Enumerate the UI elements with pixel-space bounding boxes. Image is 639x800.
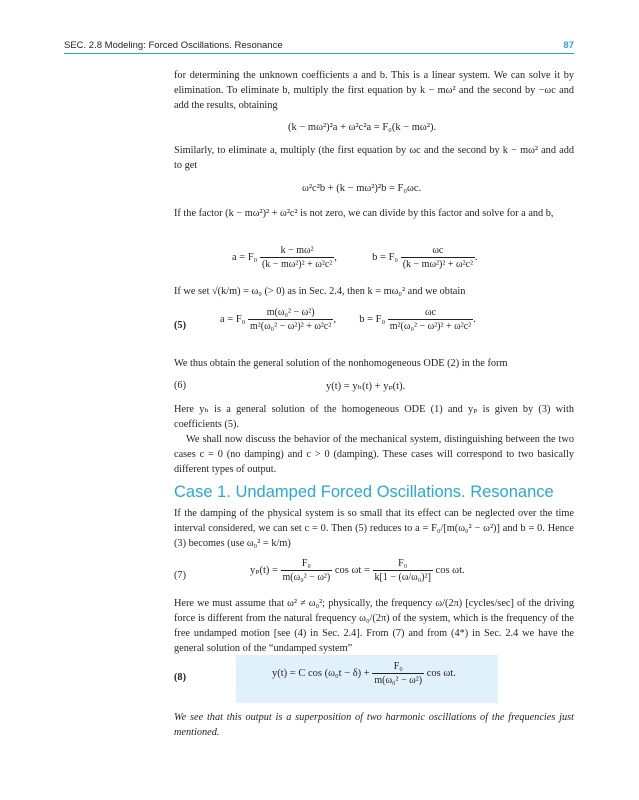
equation-7 — [250, 557, 465, 584]
eq-a-denominator: (k − mω²)² + ω²c² — [261, 259, 333, 270]
eq-b-tail: . — [475, 251, 478, 263]
section-heading: Case 1. Undamped Forced Oscillations. Resonance — [174, 483, 554, 501]
equation-number-5: (5) — [174, 320, 187, 331]
eq7-f1-denominator: m(ω₀² − ω²) — [282, 572, 331, 583]
eq5-a-fraction — [248, 306, 333, 333]
eq8-lhs: y(t) = C cos (ω₀t − δ) + — [272, 667, 370, 679]
eq7-lhs: yₚ(t) = — [250, 564, 278, 576]
eq5-a-lhs: a = F₀ — [220, 313, 246, 325]
eq5-b-numerator: ωc — [388, 306, 473, 320]
equation-6: y(t) = yₕ(t) + yₚ(t). — [326, 381, 406, 392]
header-rule — [64, 53, 574, 54]
eq-b-numerator: ωc — [401, 244, 475, 258]
equation-eliminate-a: ω²c²b + (k − mω²)²b = F₀ωc. — [302, 183, 422, 194]
eq5-b-lhs: b = F₀ — [359, 313, 386, 325]
paragraph-yh-yp: Here yₕ is a general solution of the homogeneous ODE (1) and yₚ is given by (3) with coefficients (5). — [174, 404, 574, 430]
equation-number-7: (7) — [174, 570, 187, 581]
eq-b-fraction — [401, 244, 475, 271]
eq7-f2-denominator: k[1 − (ω/ω₀)²] — [374, 572, 431, 583]
eq8-tail: cos ωt. — [426, 667, 456, 679]
eq8-fraction — [372, 660, 424, 687]
eq5-a-tail: , — [333, 313, 336, 325]
eq7-fraction-1 — [281, 557, 333, 584]
eq-b-lhs: b = F₀ — [372, 251, 399, 263]
equation-eliminate-b: (k − mω²)²a + ω²c²a = F₀(k − mω²). — [288, 122, 437, 133]
running-header — [64, 40, 574, 54]
equation-number-6: (6) — [174, 380, 187, 391]
eq8-denominator: m(ω₀² − ω²) — [374, 675, 423, 686]
equation-5 — [220, 306, 476, 333]
eq8-numerator: F₀ — [372, 660, 424, 674]
eq-a-fraction — [260, 244, 334, 271]
eq-b-denominator: (k − mω²)² + ω²c² — [402, 259, 474, 270]
eq7-fraction-2 — [373, 557, 433, 584]
paragraph-two-cases: We shall now discuss the behavior of the mechanical system, distinguishing between the two cases c = 0 (no damping) and c > 0 (damping). These cases will correspond to two basically different types of output. — [174, 434, 574, 475]
paragraph-omega0: If we set √(k/m) = ω₀ (> 0) as in Sec. 2.4, then k = mω₀² and we obtain — [174, 286, 466, 297]
page-number: 87 — [563, 40, 574, 51]
equation-number-8: (8) — [174, 672, 187, 683]
paragraph-superposition: We see that this output is a superposition of two harmonic oscillations of the frequencies just mentioned. — [174, 712, 574, 738]
eq-a-lhs: a = F₀ — [232, 251, 258, 263]
header-section-title: SEC. 2.8 Modeling: Forced Oscillations. Resonance — [64, 40, 283, 51]
eq-a-numerator: k − mω² — [260, 244, 334, 258]
equation-a-b — [232, 244, 478, 271]
paragraph-general-solution: We thus obtain the general solution of the nonhomogeneous ODE (2) in the form — [174, 358, 508, 369]
eq5-b-denominator: m²(ω₀² − ω²)² + ω²c² — [389, 321, 472, 332]
eq5-a-denominator: m²(ω₀² − ω²)² + ω²c² — [249, 321, 332, 332]
paragraph-natural-frequency: Here we must assume that ω² ≠ ω₀²; physically, the frequency ω/(2π) [cycles/sec] of the driving force is different from the natural frequency ω₀/(2π) of the system, which is the frequency of the free undamped motion [see (4) in Sec. 2.4]. From (7) and from (4*) in Sec. 2.4 we have the general solution of the “undamped system” — [174, 598, 574, 654]
paragraph-elimination: for determining the unknown coefficients a and b. This is a linear system. We can solve it by elimination. To eliminate b, multiply the first equation by k − mω² and the second by −ωc and add the results, obtaining — [174, 70, 574, 111]
paragraph-eliminate-a: Similarly, to eliminate a, multiply (the first equation by ωc and the second by k − mω² and add to get — [174, 145, 574, 171]
eq5-b-tail: . — [473, 313, 476, 325]
eq7-middle: cos ωt = — [334, 564, 370, 576]
eq5-a-numerator: m(ω₀² − ω²) — [248, 306, 333, 320]
eq5-b-fraction — [388, 306, 473, 333]
eq-a-tail: , — [334, 251, 337, 263]
paragraph-undamped: If the damping of the physical system is so small that its effect can be neglected over the time interval considered, we can set c = 0. Then (5) reduces to a = F₀/[m(ω₀² − ω²)] and b = 0. Hence (3) becomes (use ω₀² = k/m) — [174, 508, 574, 549]
eq7-f1-numerator: F₀ — [281, 557, 333, 571]
paragraph-solve: If the factor (k − mω²)² + ω²c² is not zero, we can divide by this factor and solve for a and b, — [174, 208, 554, 219]
eq7-tail: cos ωt. — [435, 564, 465, 576]
eq7-f2-numerator: F₀ — [373, 557, 433, 571]
equation-8 — [272, 660, 456, 687]
